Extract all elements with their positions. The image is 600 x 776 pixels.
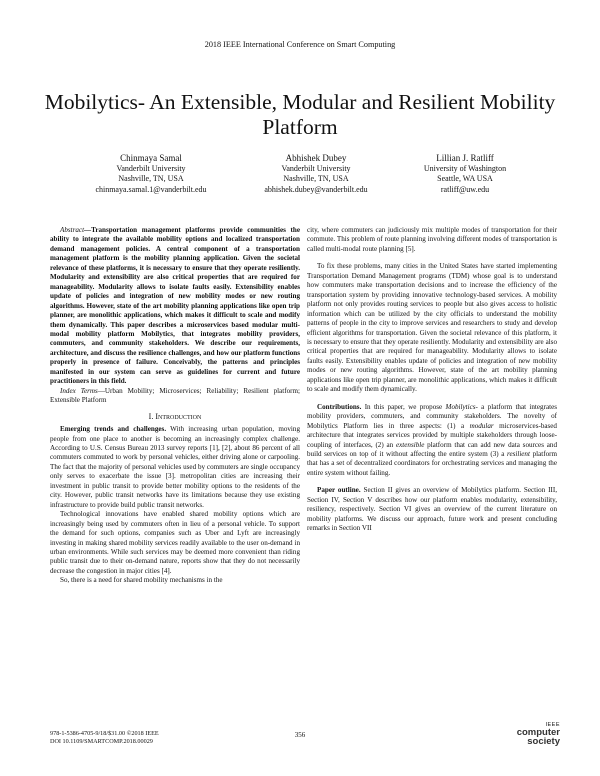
doi-line: DOI 10.1109/SMARTCOMP.2018.00029 — [50, 738, 153, 745]
paragraph-lead: Paper outline. — [317, 486, 361, 495]
author-affiliation: Vanderbilt University — [281, 164, 351, 173]
abstract-text: —Transportation management platforms provide communities the ability to integrate the available mobility options and localized transportation demand management policies. A central component of a transportation management platform is the mobility planning application. Given the societal relevance of these platforms, it is necessary to ensure that they operate resiliently. Modularity and extensibility are also critical properties that are required for manageability. Modularity allows to isolate faults easily. Extensibility enables update of policies and integration of new mobility modes or new routing algorithms. However, state of the art mobility planning applications like open trip planner, are monolithic applications, which makes it difficult to scale and modify them dynamically. This paper describes a microservices based modular multi-modal mobility platform Mobilytics, that integrates mobility providers, commuters, and community stakeholders. We describe our requirements, architecture, and discuss the resilience challenges, and how our platform functions properly in presence of failure. Conceivably, the patterns and principles manifested in our system can serve as guidelines for current and future practitioners in this field. — [50, 226, 300, 386]
paragraph-text: microservices-based architecture that integrates services provided by multiple stakeholders through loose-coupling of interfaces, (2) an — [307, 421, 557, 449]
isbn-line: 978-1-5386-4705-9/18/$31.00 ©2018 IEEE — [50, 730, 159, 737]
emphasis-modular: modular — [469, 421, 494, 430]
author-block-1 — [66, 152, 236, 195]
paragraph-text: platform that has a set of decentralized coordinators for orchestrating services and managing the entire system without failing. — [307, 449, 557, 477]
index-terms-label: Index Terms — [60, 386, 98, 395]
logo-line-computer: computer — [516, 727, 560, 738]
contributions-paragraph — [307, 403, 557, 479]
intro-paragraph-2: Technological innovations have enabled shared mobility options which are increasingly being used by commuters often in lieu of a personal vehicle. To support the demand for such options, companies such as Uber and Lyft are increasingly investing in making shared mobility services readily available to the user on-demand in urban environments. While such services may be deemed more convenient than riding public transit due to their on-demand nature, reports show that they do not necessarily decrease the congestion in major cities [4]. — [50, 510, 300, 575]
author-block-3 — [380, 152, 550, 195]
author-location: Seattle, WA USA — [437, 174, 493, 184]
author-affiliation: Vanderbilt University — [116, 164, 186, 173]
platform-name: Mobilytics — [445, 402, 476, 411]
logo-ieee-text: IEEE — [545, 722, 560, 728]
author-name: Abhishek Dubey — [285, 153, 347, 163]
left-column — [50, 226, 300, 586]
paragraph-lead: Contributions. — [317, 402, 362, 411]
index-terms — [50, 387, 300, 406]
author-affiliation: University of Washington — [423, 164, 507, 173]
page-number: 356 — [294, 731, 306, 739]
paragraph-lead: Emerging trends and challenges. — [60, 425, 167, 434]
intro-paragraph-3-continued: city, where commuters can judiciously mix multiple modes of transportation for their commute. This problem of route planning involving different modes of transportation is called multi-modal route planning [5]. — [307, 226, 557, 253]
paper-title: Mobilytics- An Extensible, Modular and Resilient Mobility Platform — [44, 90, 556, 139]
paragraph-text: Section II gives an overview of Mobilytics platform. Section III, Section IV, Section V describes how our platform enables modularity, extensibility, resiliency, respectively. Section VI gives an overview of the current literature on mobility platforms. We discuss our approach, future work and present concluding remarks in Section VII — [307, 486, 557, 533]
outline-paragraph — [307, 486, 557, 533]
author-name: Chinmaya Samal — [120, 153, 182, 163]
abstract — [50, 226, 300, 387]
index-terms-text: —Urban Mobility; Microservices; Reliability; Resilient platform; Extensible Platform — [50, 386, 300, 405]
conference-header: 2018 IEEE International Conference on Smart Computing — [204, 40, 396, 49]
author-location: Nashville, TN, USA — [283, 174, 349, 184]
computer-society-logo — [504, 722, 560, 746]
logo-line-society: society — [527, 736, 560, 747]
section-heading: I. Introduction — [148, 411, 202, 421]
author-block-2 — [231, 152, 401, 195]
abstract-label: Abstract — [60, 226, 85, 234]
intro-paragraph-4: To fix these problems, many cities in the United States have started implementing Transportation Demand Management programs (TDM) whose goal is to understand how commuters make transportation decisions and to increase the efficiency of the transportation system by providing innovative technology-based services. A mobility platform not only provides routing services to people but also gives access to holistic information which can be utilized by the city officials to understand the mobility patterns of people in the city to improve services and researchers to study and develop efficient algorithms for transportation. Given the societal relevance of this platform, it is necessary to ensure that they operate resiliently. Modularity and extensibility are also critical properties that are required for manageability. Modularity allows to isolate faults easily. Extensibility enables update of policies and integration of new mobility modes or new routing algorithms. However, state of the art mobility planning applications like open trip planner, are monolithic applications, which makes it difficult to scale and modify them dynamically. — [307, 262, 557, 394]
emphasis-resilient: resilient — [506, 449, 530, 458]
paragraph-text: - a platform that integrates mobility providers, commuters, and community stakeholders. The novelty of Mobilytics Platform lies in three aspects: (1) a — [307, 402, 557, 430]
author-email: abhishek.dubey@vanderbilt.edu — [264, 184, 368, 194]
paragraph-text: With increasing urban population, moving people from one place to another is becoming an increasingly complex challenge. According to U.S. Census Bureau 2013 survey reports [1], [2], about 86 percent of all commuters commuted to work by personal vehicles, either driving alone or carpooling. The fact that the majority of personal vehicles used by commuters are single occupancy only serves to exacerbate the issue [3]. metropolitan cities are increasing their investment in public transit to provide better mobility options to the residents of the city. However, public transit networks have its limitations because they use existing infrastructure to provide build public transit networks. — [50, 425, 300, 509]
paragraph-text: platform that can add new data sources and build services on top of it without affecting the entire system (3) a — [307, 440, 557, 458]
author-location: Nashville, TN, USA — [118, 174, 184, 184]
right-column — [307, 226, 557, 534]
author-email: ratliff@uw.edu — [440, 184, 490, 194]
emphasis-extensible: extensible — [396, 440, 425, 449]
author-email: chinmaya.samal.1@vanderbilt.edu — [95, 184, 207, 194]
author-name: Lillian J. Ratliff — [436, 153, 494, 163]
intro-paragraph-3: So, there is a need for shared mobility mechanisms in the — [60, 576, 223, 585]
intro-paragraph-1 — [50, 425, 300, 510]
paragraph-text: In this paper, we propose — [361, 402, 446, 411]
